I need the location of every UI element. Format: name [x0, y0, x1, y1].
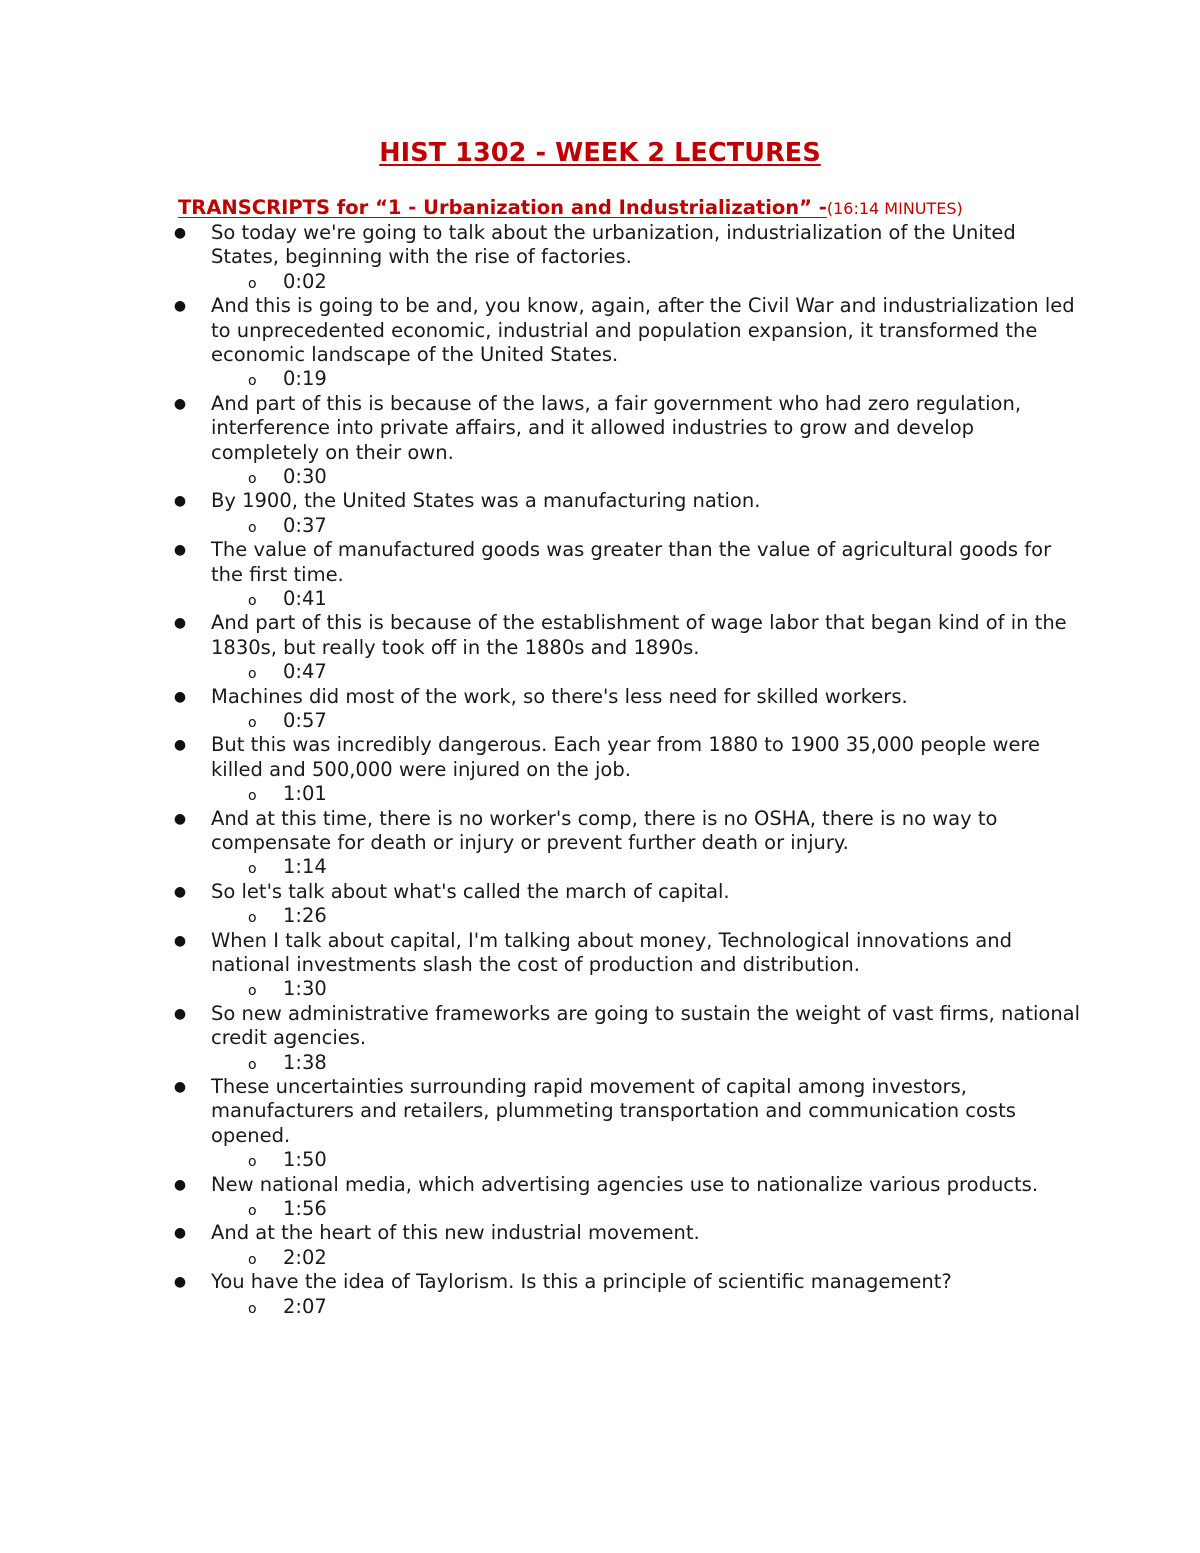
transcript-heading-text: TRANSCRIPTS for “1 - Urbanization and Industrialization” -: [178, 196, 827, 219]
timestamp: 1:30: [283, 977, 327, 1001]
timestamp-row: [0, 465, 1200, 489]
bullet-icon: ●: [173, 810, 187, 827]
document-title: HIST 1302 - WEEK 2 LECTURES: [379, 138, 821, 168]
transcript-entry: [0, 880, 1200, 929]
transcript-line: And this is going to be and, you know, again, after the Civil War and industrialization led to unprecedented economic, industrial and population expansion, it transformed the economic landscape of the United States.: [211, 294, 1075, 367]
timestamp: 0:41: [283, 587, 327, 611]
transcript-entry: [0, 1002, 1200, 1075]
timestamp-row: [0, 1295, 1200, 1319]
timestamp-row: [0, 904, 1200, 928]
sub-bullet-icon: o: [248, 275, 257, 292]
bullet-icon: ●: [173, 615, 187, 632]
timestamp: 2:07: [283, 1294, 327, 1318]
timestamp-row: [0, 270, 1200, 294]
bullet-icon: ●: [173, 932, 187, 949]
transcript-entry: [0, 294, 1200, 392]
transcript-entry: [0, 733, 1200, 806]
transcript-line: These uncertainties surrounding rapid movement of capital among investors, manufacturers and retailers, plummeting transportation and communication costs opened.: [211, 1075, 1016, 1147]
timestamp: 1:56: [283, 1197, 327, 1221]
transcript-line: You have the idea of Taylorism. Is this a principle of scientific management?: [211, 1270, 952, 1294]
sub-bullet-icon: o: [248, 1251, 257, 1268]
transcript-line: So let's talk about what's called the march of capital.: [211, 879, 730, 903]
transcript-entry: [0, 489, 1200, 538]
transcript-line: And part of this is because of the establishment of wage labor that began kind of in the 1830s, but really took off in the 1880s and 1890s.: [211, 611, 1067, 659]
transcript-line: The value of manufactured goods was greater than the value of agricultural goods for the first time.: [211, 538, 1052, 586]
transcript-entry: [0, 685, 1200, 734]
timestamp-row: [0, 587, 1200, 611]
timestamp-row: [0, 1148, 1200, 1172]
bullet-icon: ●: [173, 225, 187, 241]
timestamp: 1:38: [283, 1050, 327, 1074]
timestamp-row: [0, 782, 1200, 806]
bullet-icon: ●: [173, 1274, 187, 1291]
timestamp: 0:02: [283, 269, 327, 293]
sub-bullet-icon: o: [248, 1203, 257, 1220]
transcript-entry: [0, 1221, 1200, 1270]
sub-bullet-icon: o: [248, 519, 257, 536]
sub-bullet-icon: o: [248, 373, 257, 390]
transcript-entry: [0, 929, 1200, 1002]
transcript-entry: [0, 807, 1200, 880]
timestamp-row: [0, 977, 1200, 1001]
timestamp: 0:57: [283, 709, 327, 733]
transcript-line: And at the heart of this new industrial movement.: [211, 1221, 700, 1245]
timestamp-row: [0, 1246, 1200, 1270]
transcript-heading: [178, 196, 1078, 219]
transcript-list: [0, 221, 1200, 1319]
timestamp-row: [0, 367, 1200, 391]
transcript-duration: (16:14 MINUTES): [826, 199, 963, 218]
timestamp: 0:37: [283, 513, 327, 537]
transcript-entry: [0, 1075, 1200, 1173]
bullet-icon: ●: [173, 1005, 187, 1022]
sub-bullet-icon: o: [248, 1154, 257, 1171]
transcript-line: When I talk about capital, I'm talking about money, Technological innovations and national investments slash the cost of production and distribution.: [211, 928, 1012, 977]
bullet-icon: ●: [173, 298, 187, 315]
timestamp-row: [0, 660, 1200, 684]
sub-bullet-icon: o: [248, 715, 257, 732]
transcript-entry: [0, 1270, 1200, 1319]
bullet-icon: ●: [173, 1225, 187, 1242]
sub-bullet-icon: o: [248, 910, 257, 927]
timestamp: 1:26: [283, 904, 327, 928]
transcript-entry: [0, 611, 1200, 684]
sub-bullet-icon: o: [248, 1056, 257, 1073]
timestamp-row: [0, 855, 1200, 879]
timestamp: 1:01: [283, 782, 327, 806]
transcript-line: Machines did most of the work, so there's less need for skilled workers.: [211, 684, 908, 708]
timestamp: 0:47: [283, 660, 327, 684]
bullet-icon: ●: [173, 1176, 187, 1193]
transcript-entry: [0, 1173, 1200, 1222]
timestamp: 1:14: [283, 855, 327, 879]
timestamp: 0:30: [283, 465, 327, 489]
sub-bullet-icon: o: [248, 788, 257, 805]
transcript-line: And part of this is because of the laws, a fair government who had zero regulation, interference into private affairs, and it allowed industries to grow and develop completely on their own.: [211, 391, 1022, 464]
transcript-line: By 1900, the United States was a manufacturing nation.: [211, 489, 761, 513]
timestamp: 2:02: [283, 1245, 327, 1269]
sub-bullet-icon: o: [248, 1300, 257, 1317]
transcript-line: And at this time, there is no worker's comp, there is no OSHA, there is no way to compensate for death or injury or prevent further death or injury.: [211, 806, 998, 855]
transcript-entry: [0, 538, 1200, 611]
bullet-icon: ●: [173, 883, 187, 900]
sub-bullet-icon: o: [248, 861, 257, 878]
sub-bullet-icon: o: [248, 666, 257, 683]
transcript-entry: [0, 392, 1200, 490]
sub-bullet-icon: o: [248, 983, 257, 1000]
timestamp: 1:50: [283, 1148, 327, 1172]
bullet-icon: ●: [173, 542, 187, 559]
timestamp-row: [0, 709, 1200, 733]
transcript-line: But this was incredibly dangerous. Each year from 1880 to 1900 35,000 people were killed and 500,000 were injured on the job.: [211, 733, 1041, 781]
timestamp-row: [0, 1051, 1200, 1075]
transcript-line: New national media, which advertising agencies use to nationalize various products.: [211, 1172, 1039, 1196]
sub-bullet-icon: o: [248, 471, 257, 488]
bullet-icon: ●: [173, 688, 187, 705]
timestamp-row: [0, 1197, 1200, 1221]
sub-bullet-icon: o: [248, 593, 257, 610]
bullet-icon: ●: [173, 737, 187, 754]
timestamp: 0:19: [283, 367, 327, 391]
timestamp-row: [0, 514, 1200, 538]
bullet-icon: ●: [173, 395, 187, 412]
transcript-line: So today we're going to talk about the urbanization, industrialization of the United States, beginning with the rise of factories.: [211, 221, 1016, 269]
transcript-line: So new administrative frameworks are going to sustain the weight of vast firms, national credit agencies.: [211, 1001, 1081, 1050]
bullet-icon: ●: [173, 493, 187, 510]
bullet-icon: ●: [173, 1079, 187, 1096]
transcript-entry: [0, 221, 1200, 294]
